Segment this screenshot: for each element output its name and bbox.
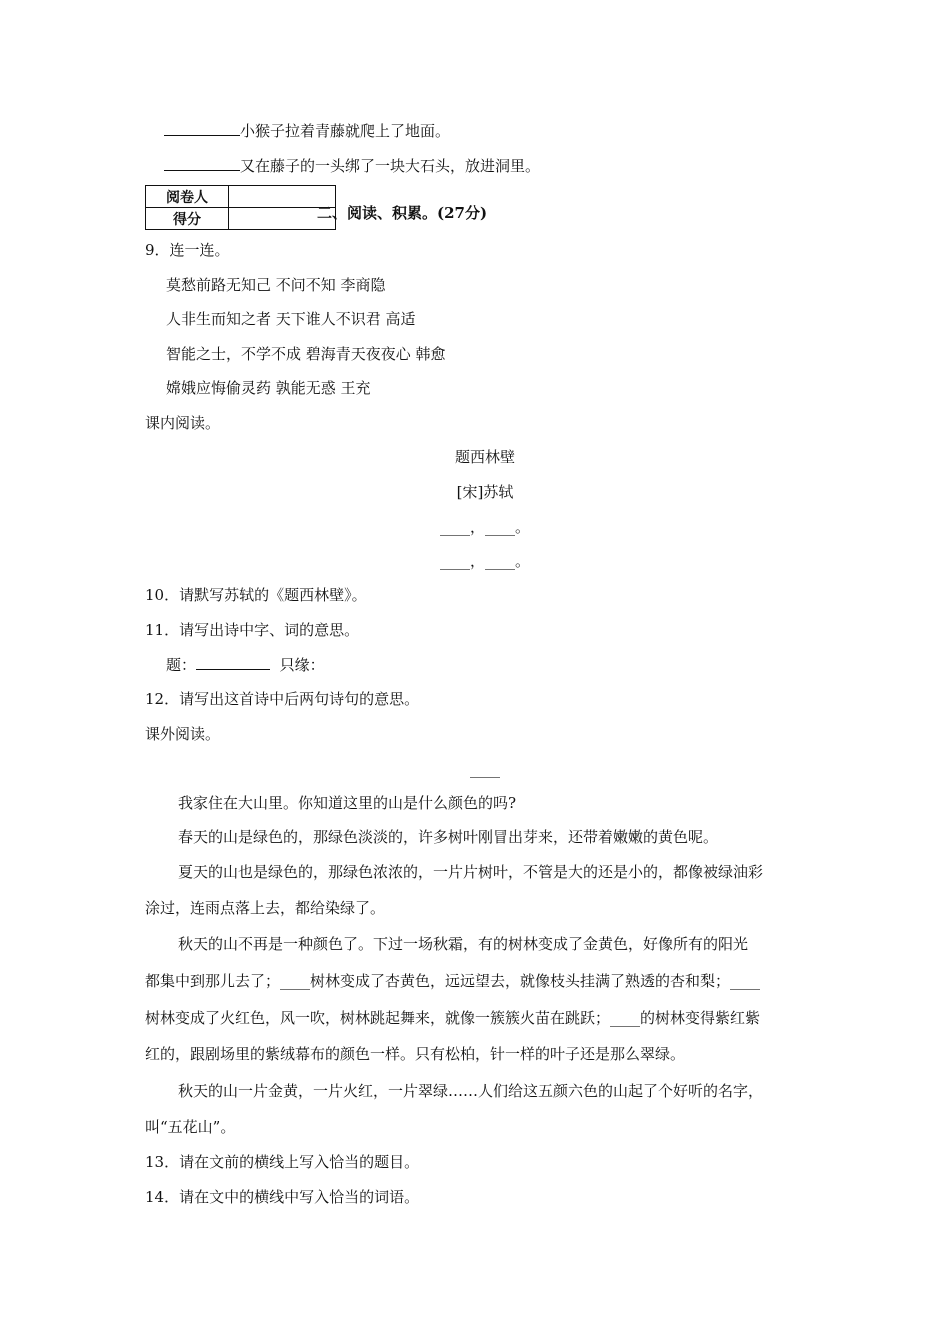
answer-blank[interactable] [196, 655, 270, 670]
passage-line: 都集中到那儿去了；____树林变成了杏黄色，远远望去，就像枝头挂满了熟透的杏和梨；____ [145, 972, 761, 990]
q11-answer-line: 题： 只缘： [166, 656, 325, 674]
inclass-label: 课内阅读。 [145, 414, 221, 432]
section-title: 二、阅读、积累。(27分) [317, 204, 488, 222]
q10: 10．请默写苏轼的《题西林壁》。 [145, 586, 367, 604]
score-label: 得分 [146, 208, 229, 230]
q9-row: 嫦娥应悔偷灵药 孰能无惑 王充 [166, 379, 371, 397]
score-table [145, 185, 336, 230]
passage-line: 秋天的山不再是一种颜色了。下过一场秋霜，有的树林变成了金黄色，好像所有的阳光 [178, 935, 749, 953]
q13: 13．请在文前的横线上写入恰当的题目。 [145, 1153, 420, 1171]
answer-blank[interactable] [164, 156, 240, 171]
q9-row: 人非生而知之者 天下谁人不识君 高适 [166, 310, 416, 328]
passage-paragraph: 春天的山是绿色的，那绿色淡淡的，许多树叶刚冒出芽来，还带着嫩嫩的黄色呢。 [178, 828, 719, 846]
q9-row: 莫愁前路无知己 不问不知 李商隐 [166, 276, 386, 294]
passage-title-blank[interactable]: ____ [470, 760, 500, 778]
reviewer-label: 阅卷人 [146, 186, 229, 208]
passage-line: 红的，跟剧场里的紫绒幕布的颜色一样。只有松柏，针一样的叶子还是那么翠绿。 [145, 1045, 686, 1063]
poem-author: [宋]苏轼 [456, 483, 514, 501]
poem-title: 题西林壁 [454, 448, 515, 466]
q11-title: 11．请写出诗中字、词的意思。 [145, 621, 360, 639]
passage-line: 叫“五花山”。 [145, 1118, 236, 1136]
passage-paragraph: 我家住在大山里。你知道这里的山是什么颜色的吗? [178, 794, 517, 812]
passage-line: 秋天的山一片金黄，一片火红，一片翠绿……人们给这五颜六色的山起了个好听的名字， [178, 1082, 764, 1100]
q12: 12．请写出这首诗中后两句诗句的意思。 [145, 690, 420, 708]
fill-line-1: 小猴子拉着青藤就爬上了地面。 [164, 120, 450, 141]
poem-line-1[interactable]: ____，____。 [439, 518, 530, 536]
poem-line-2[interactable]: ____，____。 [439, 552, 530, 570]
fill-line-2: 又在藤子的一头绑了一块大石头，放进洞里。 [164, 155, 540, 176]
q9-title: 9．连一连。 [145, 241, 230, 259]
q9-row: 智能之士，不学不成 碧海青天夜夜心 韩愈 [166, 345, 446, 363]
passage-line: 涂过，连雨点落上去，都给染绿了。 [145, 899, 386, 917]
answer-blank[interactable] [164, 121, 240, 136]
q14: 14．请在文中的横线中写入恰当的词语。 [145, 1188, 420, 1206]
outclass-label: 课外阅读。 [145, 725, 221, 743]
passage-line: 树林变成了火红色，风一吹，树林跳起舞来，就像一簇簇火苗在跳跃；____的树林变得紫红紫 [145, 1009, 761, 1027]
passage-line: 夏天的山也是绿色的，那绿色浓浓的，一片片树叶，不管是大的还是小的，都像被绿油彩 [178, 863, 764, 881]
